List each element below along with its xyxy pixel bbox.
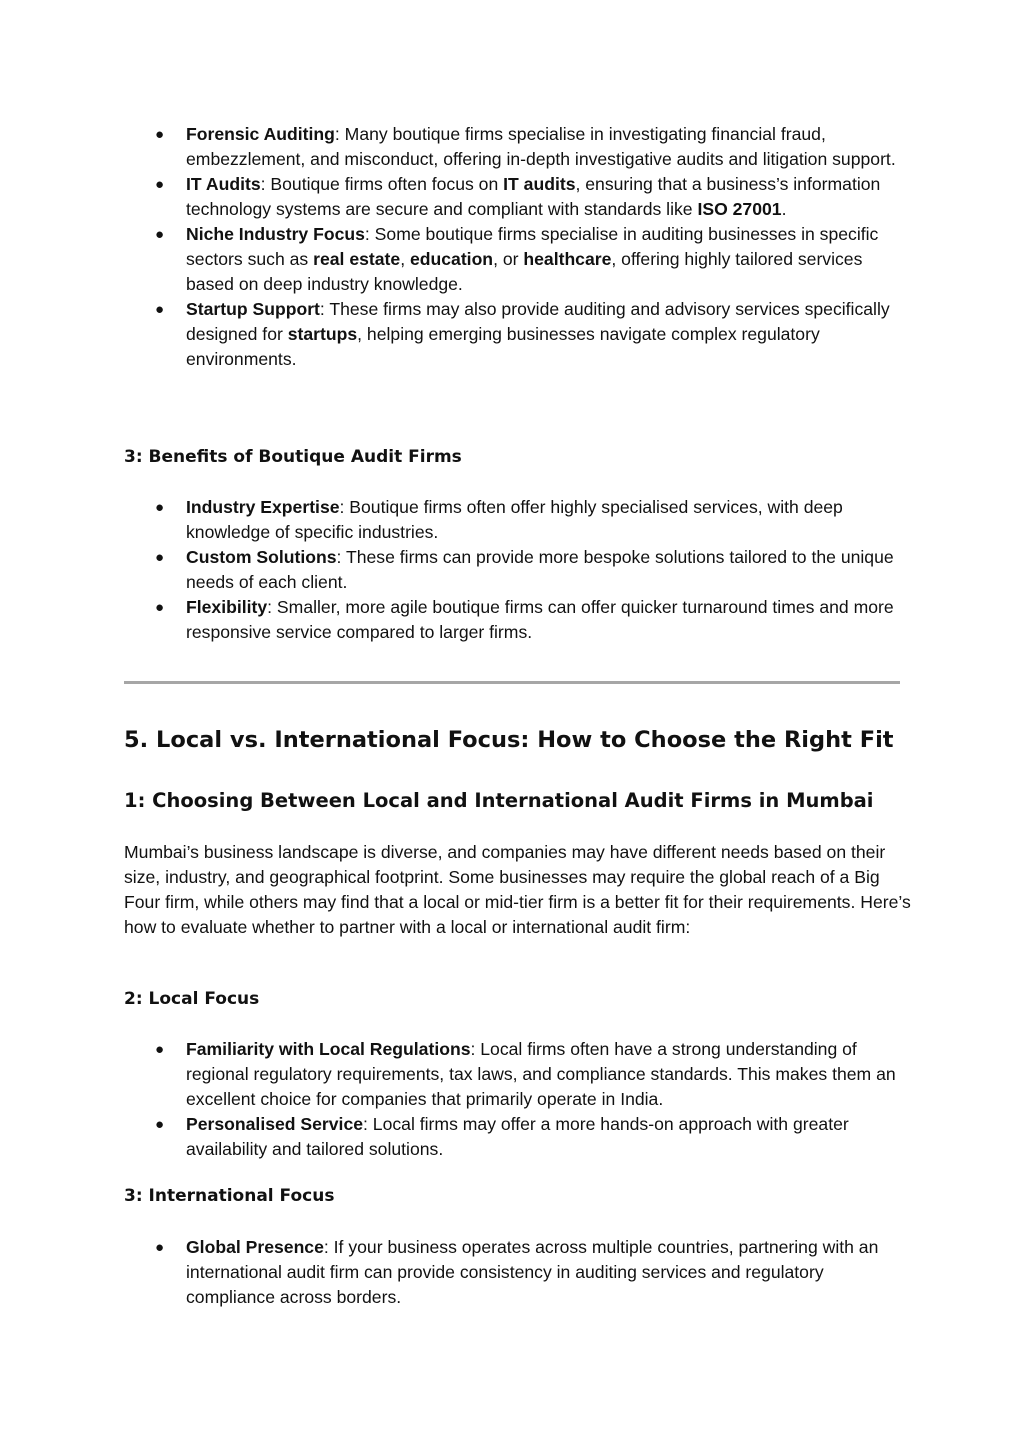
list-item (0, 495, 1024, 545)
list-item (0, 1112, 1024, 1162)
list-item-text: , helping emerging businesses navigate complex regulatory environments. (186, 324, 820, 369)
list-item-emphasis: ISO 27001 (697, 199, 782, 219)
list-item-term: IT Audits (186, 174, 261, 194)
list-item-term: Startup Support (186, 299, 320, 319)
bullet-icon: ● (155, 599, 165, 616)
international-focus-heading: 3: International Focus (124, 1186, 335, 1206)
list-item-text: : These firms may also provide auditing and advisory services specifically designed for (186, 299, 890, 344)
list-item-text: : Boutique firms often offer highly specialised services, with deep knowledge of specific industries. (186, 497, 843, 542)
list-item-emphasis: education (409, 249, 494, 269)
international-focus-list-wrapper (0, 1235, 1024, 1310)
list-item-term: Personalised Service (186, 1114, 364, 1134)
list-item (0, 595, 1024, 645)
intro-paragraph: Mumbai’s business landscape is diverse, and companies may have different needs based on their size, industry, and geographical footprint. Some businesses may require the global reach of a Big Four firm, while others may find that a local or mid-tier firm is a better fit for their requirements. Here’s how to evaluate whether to partner with a local or international audit firm: (124, 842, 911, 937)
bullet-icon: ● (155, 499, 165, 516)
list-item-emphasis: startups (287, 324, 358, 344)
list-item-term: Custom Solutions (186, 547, 337, 567)
list-item-term: Industry Expertise (186, 497, 340, 517)
list-item (0, 545, 1024, 595)
bullet-icon: ● (155, 176, 165, 193)
list-item-text: . (781, 199, 787, 219)
benefits-heading: 3: Benefits of Boutique Audit Firms (124, 447, 462, 467)
bullet-icon: ● (155, 1116, 165, 1133)
list-item-text: : Some boutique firms specialise in auditing businesses in specific sectors such as (186, 224, 879, 269)
local-focus-list (0, 1037, 1024, 1162)
list-item-term: Forensic Auditing (186, 124, 335, 144)
list-item (0, 297, 1024, 372)
list-item-term: Flexibility (186, 597, 268, 617)
bullet-icon: ● (155, 126, 165, 143)
list-item (0, 1037, 1024, 1112)
bullet-icon: ● (155, 1041, 165, 1058)
list-item (0, 222, 1024, 297)
list-item-text: : Smaller, more agile boutique firms can offer quicker turnaround times and more responsive service compared to larger firms. (186, 597, 894, 642)
benefits-list-wrapper (0, 495, 1024, 645)
benefits-list (0, 495, 1024, 645)
list-item-text: : Many boutique firms specialise in investigating financial fraud, embezzlement, and misconduct, offering in-depth investigative audits and litigation support. (186, 124, 896, 169)
section-divider (124, 681, 900, 684)
list-item-term: Global Presence (186, 1237, 324, 1257)
list-item-text: : Local firms often have a strong understanding of regional regulatory requirements, tax laws, and compliance standards. This makes them an excellent choice for companies that primarily operate in India. (186, 1039, 896, 1109)
bullet-icon: ● (155, 226, 165, 243)
list-item-emphasis: healthcare (523, 249, 612, 269)
list-item (0, 1235, 1024, 1310)
list-item-text: : These firms can provide more bespoke solutions tailored to the unique needs of each client. (186, 547, 894, 592)
list-item-text: , (400, 249, 410, 269)
list-item-text: , offering highly tailored services based on deep industry knowledge. (186, 249, 863, 294)
bullet-icon: ● (155, 301, 165, 318)
list-item-text: , ensuring that a business’s information technology systems are secure and compliant with standards like (186, 174, 881, 219)
list-item-text: : Boutique firms often focus on (260, 174, 504, 194)
section-title: 5. Local vs. International Focus: How to Choose the Right Fit (124, 727, 894, 753)
boutique-services-list (0, 122, 1024, 372)
international-focus-list (0, 1235, 1024, 1310)
list-item-text: : If your business operates across multiple countries, partnering with an international audit firm can provide consistency in auditing services and regulatory compliance across borders. (186, 1237, 879, 1307)
list-item-emphasis: real estate (313, 249, 401, 269)
bullet-icon: ● (155, 549, 165, 566)
list-item-term: Familiarity with Local Regulations (186, 1039, 471, 1059)
list-item-emphasis: IT audits (503, 174, 576, 194)
boutique-services-list-wrapper (0, 122, 1024, 372)
local-focus-list-wrapper (0, 1037, 1024, 1162)
list-item (0, 122, 1024, 172)
list-item-text: : Local firms may offer a more hands-on approach with greater availability and tailored solutions. (186, 1114, 849, 1159)
list-item-text: , or (493, 249, 524, 269)
subsection-heading: 1: Choosing Between Local and International Audit Firms in Mumbai (124, 789, 874, 812)
bullet-icon: ● (155, 1239, 165, 1256)
local-focus-heading: 2: Local Focus (124, 989, 260, 1009)
list-item-term: Niche Industry Focus (186, 224, 365, 244)
list-item (0, 172, 1024, 222)
